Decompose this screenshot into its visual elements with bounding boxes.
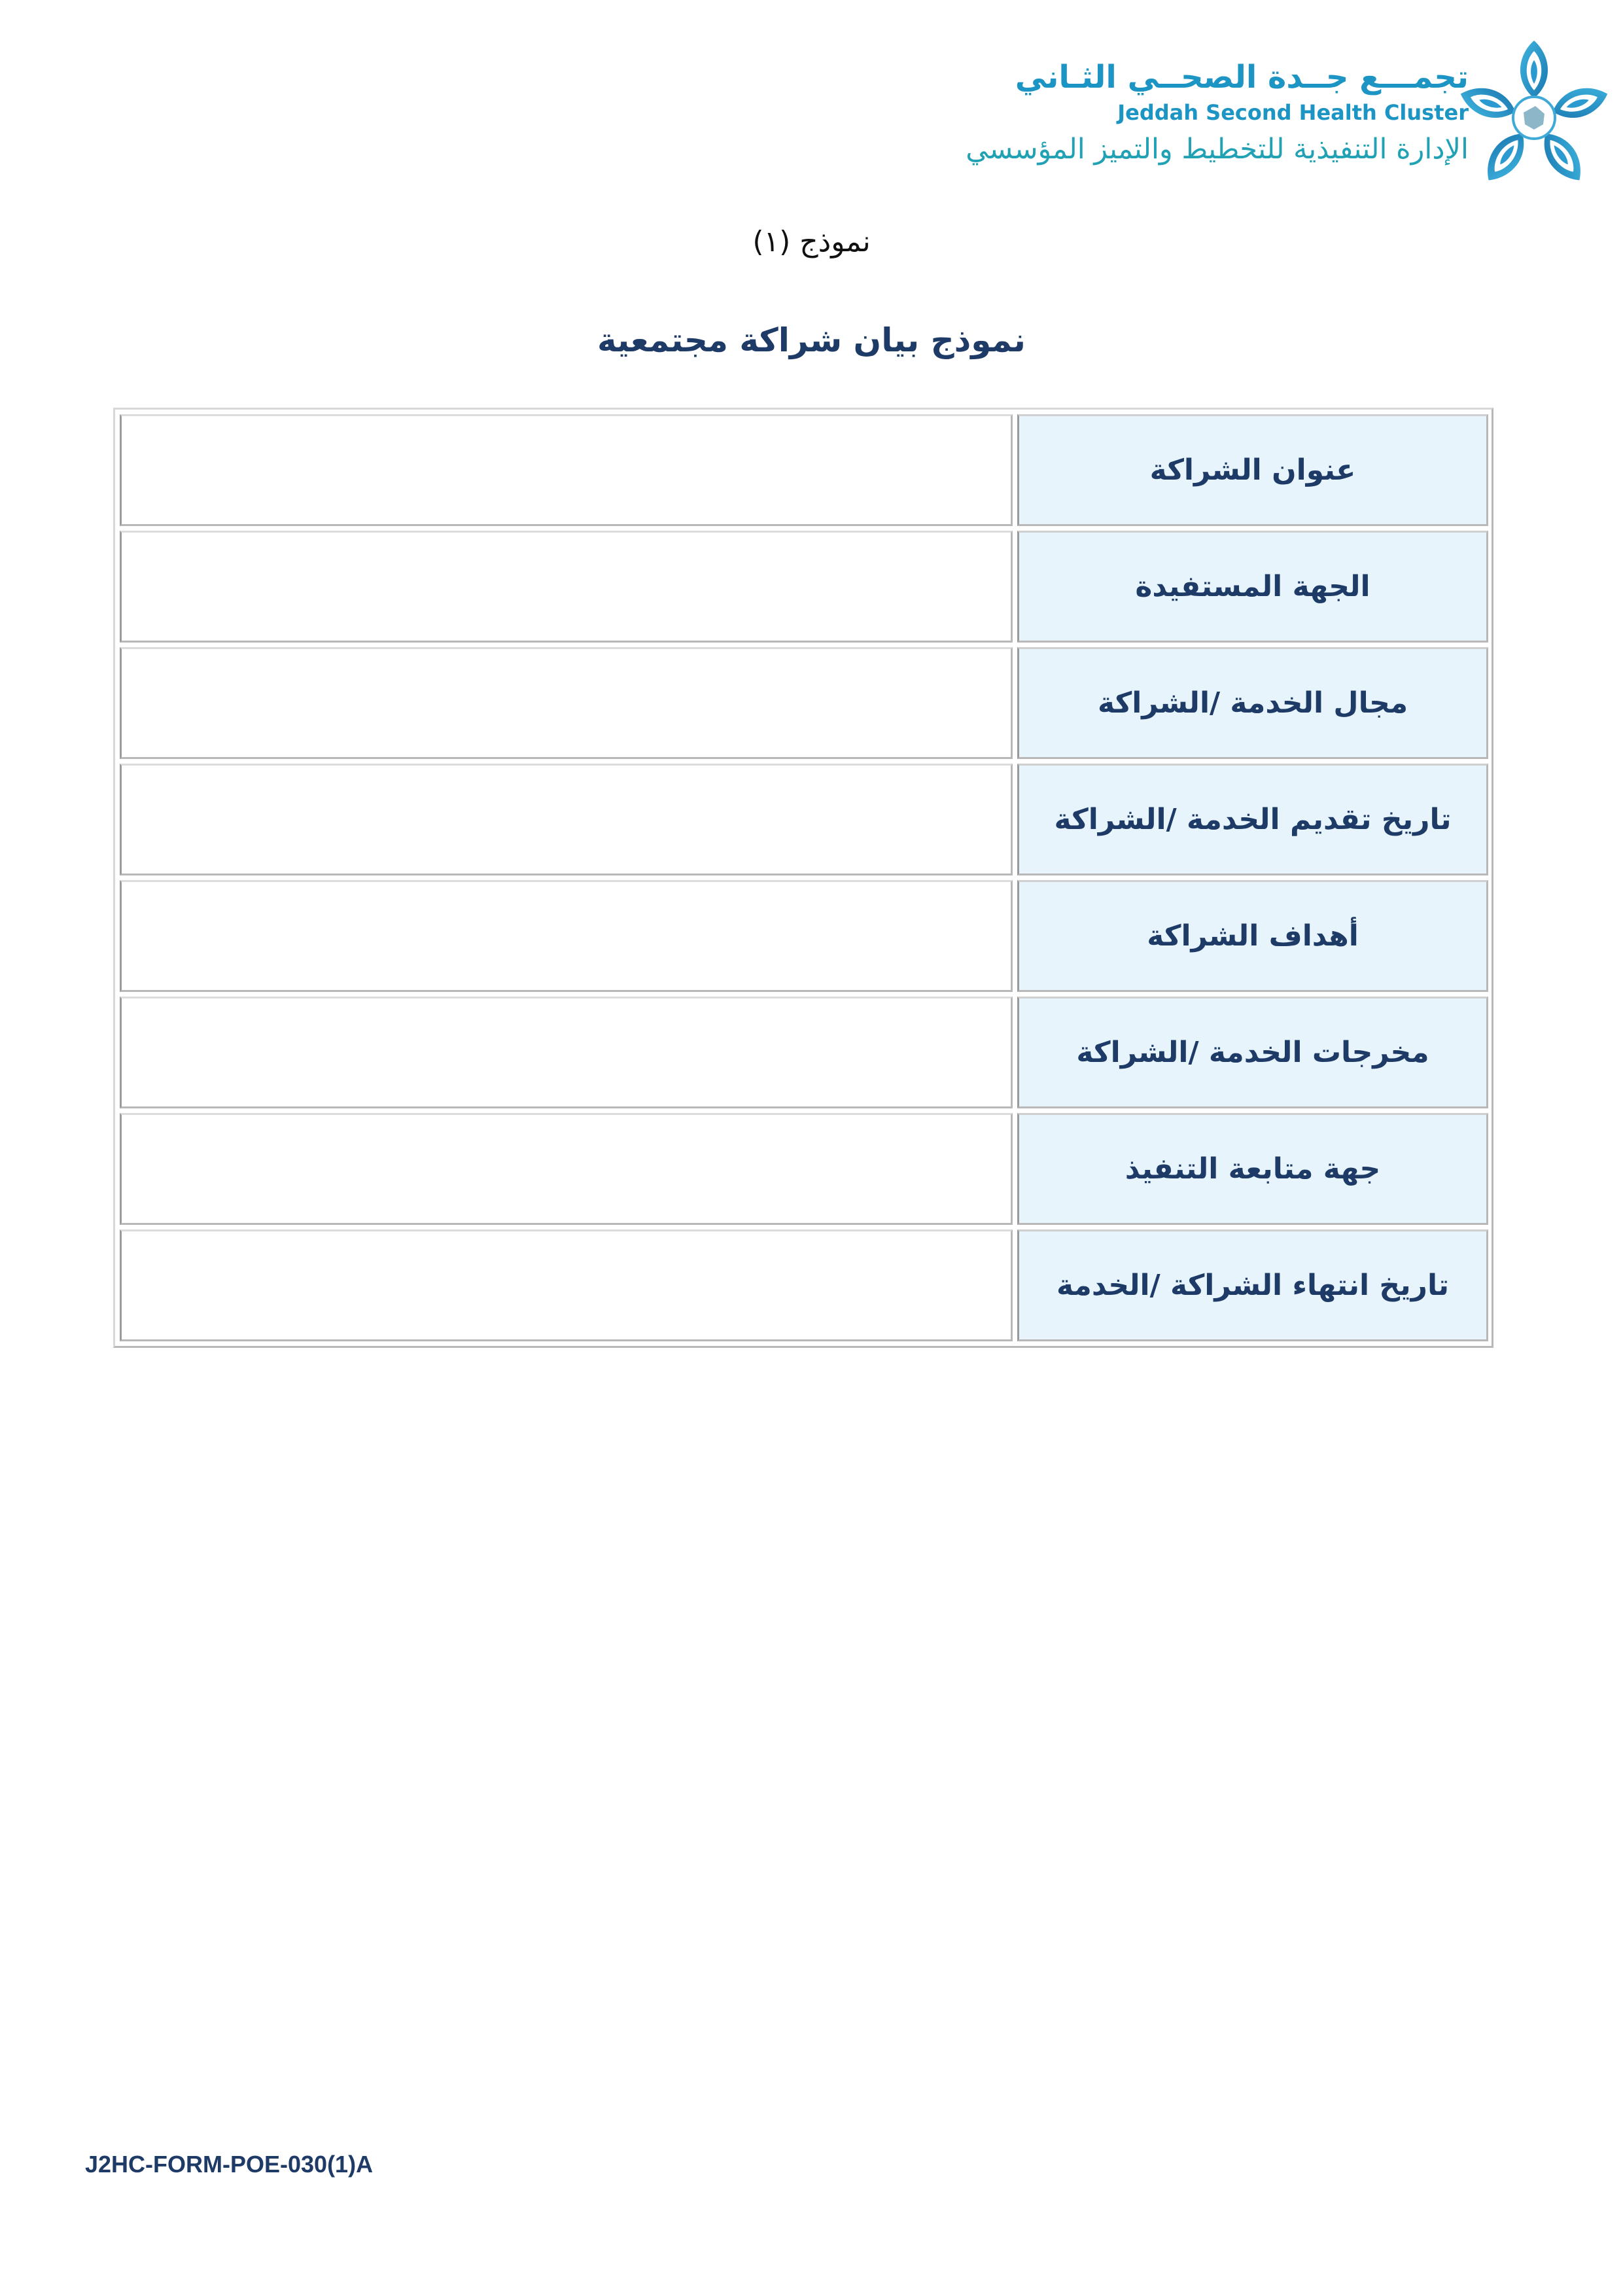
table-row bbox=[115, 880, 1492, 992]
field-label-cell bbox=[1017, 764, 1488, 875]
table-row bbox=[115, 414, 1492, 526]
field-value-cell[interactable] bbox=[120, 764, 1013, 875]
cluster-name-english: Jeddah Second Health Cluster bbox=[1117, 100, 1469, 125]
field-label: الجهة المستفيدة bbox=[1135, 570, 1370, 603]
page-title: نموذج بيان شراكة مجتمعية bbox=[597, 321, 1026, 359]
field-label: تاريخ تقديم الخدمة /الشراكة bbox=[1054, 803, 1452, 836]
field-label-cell bbox=[1017, 997, 1488, 1108]
cluster-name-arabic: تجمـــع جــدة الصحــي الثـاني bbox=[1015, 59, 1469, 96]
field-label: تاريخ انتهاء الشراكة /الخدمة bbox=[1056, 1269, 1449, 1302]
table-row bbox=[115, 531, 1492, 643]
field-value-cell[interactable] bbox=[120, 414, 1013, 526]
field-value-cell[interactable] bbox=[120, 647, 1013, 759]
form-code: J2HC-FORM-POE-030(1)A bbox=[85, 2151, 374, 2178]
department-name: الإدارة التنفيذية للتخطيط والتميز المؤسسي bbox=[966, 133, 1469, 166]
field-label: جهة متابعة التنفيذ bbox=[1125, 1152, 1381, 1186]
field-value-cell[interactable] bbox=[120, 531, 1013, 643]
field-label: عنوان الشراكة bbox=[1149, 453, 1356, 487]
field-label: أهداف الشراكة bbox=[1147, 919, 1359, 953]
table-row bbox=[115, 647, 1492, 759]
table-row bbox=[115, 764, 1492, 875]
field-value-cell[interactable] bbox=[120, 997, 1013, 1108]
field-label-cell bbox=[1017, 880, 1488, 992]
table-row bbox=[115, 1229, 1492, 1341]
field-label-cell bbox=[1017, 414, 1488, 526]
field-label: مخرجات الخدمة /الشراكة bbox=[1076, 1036, 1429, 1069]
field-value-cell[interactable] bbox=[120, 880, 1013, 992]
table-row bbox=[115, 997, 1492, 1108]
header-text-block bbox=[966, 58, 1469, 169]
field-value-cell[interactable] bbox=[120, 1229, 1013, 1341]
field-label-cell bbox=[1017, 1229, 1488, 1341]
partnership-form-table bbox=[113, 408, 1493, 1348]
star-flower-logo-icon bbox=[1456, 36, 1613, 193]
table-row bbox=[115, 1113, 1492, 1225]
form-number: نموذج (١) bbox=[752, 225, 871, 258]
field-value-cell[interactable] bbox=[120, 1113, 1013, 1225]
field-label-cell bbox=[1017, 531, 1488, 643]
field-label: مجال الخدمة /الشراكة bbox=[1097, 686, 1408, 720]
field-label-cell bbox=[1017, 1113, 1488, 1225]
field-label-cell bbox=[1017, 647, 1488, 759]
